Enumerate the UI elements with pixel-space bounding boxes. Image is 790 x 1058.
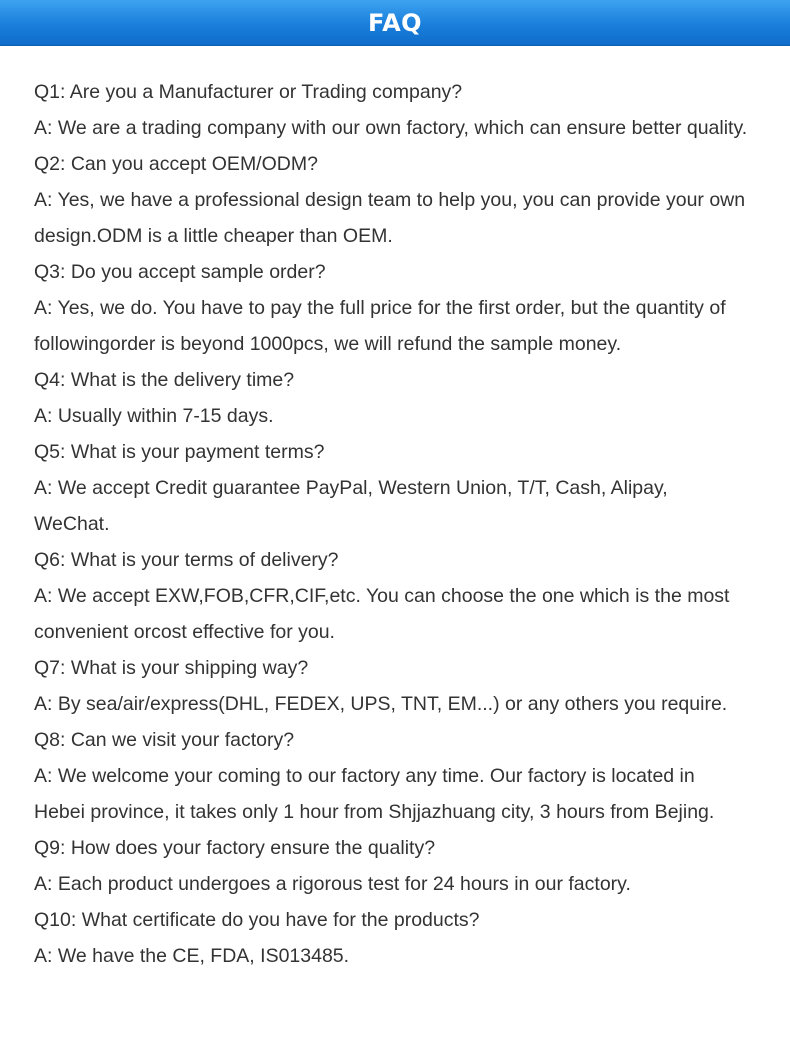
faq-question-1: Q1: Are you a Manufacturer or Trading company?: [34, 81, 463, 103]
faq-header-banner: [0, 0, 790, 46]
faq-answer-2-line-1: A: Yes, we have a professional design team to help you, you can provide your own: [34, 189, 746, 211]
faq-title: FAQ: [367, 9, 423, 37]
faq-question-8: Q8: Can we visit your factory?: [34, 729, 295, 751]
faq-answer-3-line-1: A: Yes, we do. You have to pay the full price for the first order, but the quantity of: [34, 297, 726, 319]
faq-answer-2-line-2: design.ODM is a little cheaper than OEM.: [34, 225, 393, 247]
faq-answer-1: A: We are a trading company with our own factory, which can ensure better quality.: [34, 117, 748, 139]
faq-answer-4: A: Usually within 7-15 days.: [34, 405, 274, 427]
faq-answer-8-line-2: Hebei province, it takes only 1 hour from Shjjazhuang city, 3 hours from Bejing.: [34, 801, 715, 823]
faq-question-3: Q3: Do you accept sample order?: [34, 261, 326, 283]
faq-content: [34, 74, 764, 974]
faq-answer-5-line-1: A: We accept Credit guarantee PayPal, Western Union, T/T, Cash, Alipay,: [34, 477, 668, 499]
faq-question-5: Q5: What is your payment terms?: [34, 441, 325, 463]
faq-question-7: Q7: What is your shipping way?: [34, 657, 309, 679]
faq-answer-3-line-2: followingorder is beyond 1000pcs, we will refund the sample money.: [34, 333, 622, 355]
faq-answer-9: A: Each product undergoes a rigorous test for 24 hours in our factory.: [34, 873, 631, 895]
faq-question-10: Q10: What certificate do you have for the products?: [34, 909, 480, 931]
faq-answer-6-line-1: A: We accept EXW,FOB,CFR,CIF,etc. You can choose the one which is the most: [34, 585, 730, 607]
faq-question-2: Q2: Can you accept OEM/ODM?: [34, 153, 318, 175]
faq-answer-10: A: We have the CE, FDA, IS013485.: [34, 945, 350, 967]
faq-question-9: Q9: How does your factory ensure the quality?: [34, 837, 436, 859]
faq-answer-6-line-2: convenient orcost effective for you.: [34, 621, 335, 643]
faq-question-6: Q6: What is your terms of delivery?: [34, 549, 339, 571]
faq-question-4: Q4: What is the delivery time?: [34, 369, 295, 391]
faq-answer-8-line-1: A: We welcome your coming to our factory any time. Our factory is located in: [34, 765, 695, 787]
faq-answer-7: A: By sea/air/express(DHL, FEDEX, UPS, TNT, EM...) or any others you require.: [34, 693, 728, 715]
faq-answer-5-line-2: WeChat.: [34, 513, 110, 535]
